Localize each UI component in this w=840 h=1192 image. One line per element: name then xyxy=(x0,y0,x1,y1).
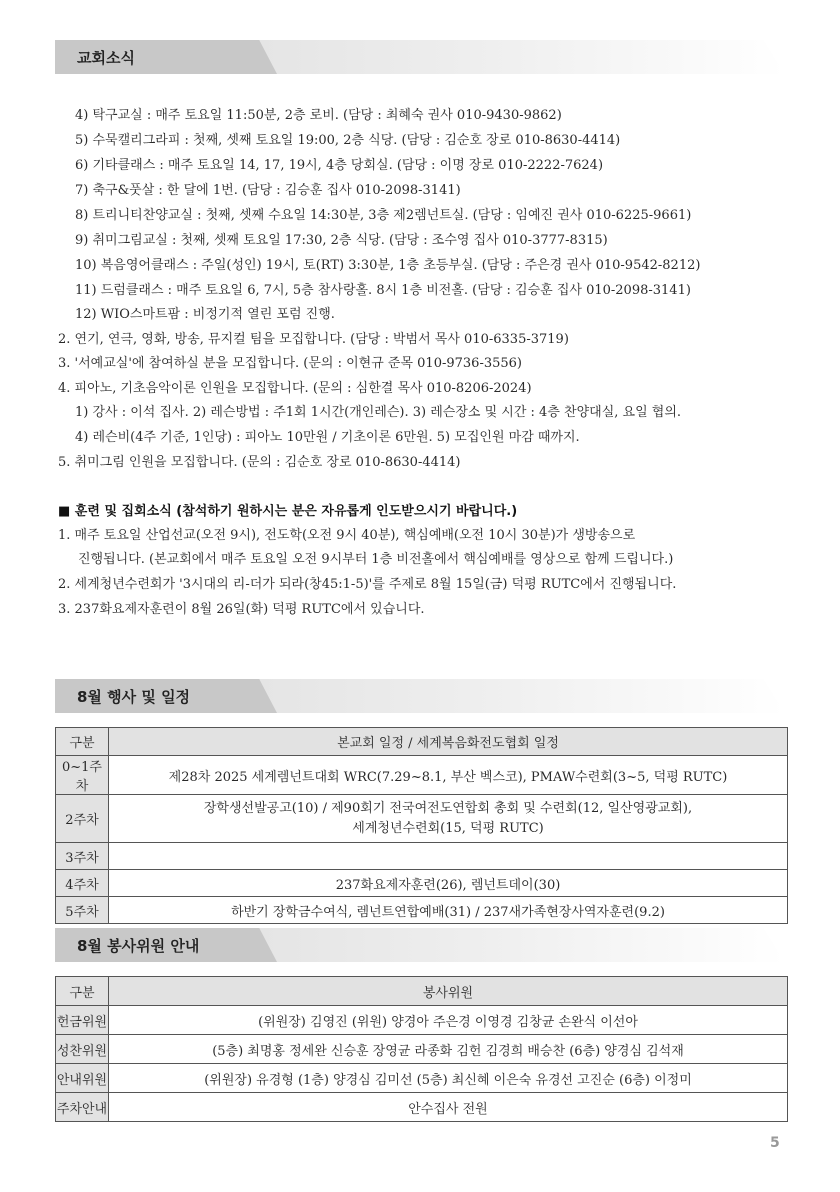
news-line: 4. 피아노, 기초음악이론 인원을 모집합니다. (문의 : 심한결 목사 010-8206-2024) xyxy=(58,381,532,396)
content-text: 하반기 장학금수여식, 렘넌트연합예배(31) / 237새가족현장사역자훈련(9.2) xyxy=(231,904,665,920)
content-text-2: 세계청년수련회(15, 덕평 RUTC) xyxy=(352,820,544,836)
table-row xyxy=(56,1006,788,1035)
section-title: 교회소식 xyxy=(77,49,135,67)
training-line: 1. 매주 토요일 산업선교(오전 9시), 전도학(오전 9시 40분), 핵심예배(오전 10시 30분)가 생방송으로 xyxy=(58,528,636,543)
news-line: 9) 취미그림교실 : 첫째, 셋째 토요일 17:30, 2층 식당. (담당 : 조수영 집사 010-3777-8315) xyxy=(75,233,608,248)
news-line: 1) 강사 : 이석 집사. 2) 레슨방법 : 주1회 1시간(개인레슨). 3) 레슨장소 및 시간 : 4층 찬양대실, 요일 협의. xyxy=(75,405,682,420)
news-line: 4) 레슨비(4주 기준, 1인당) : 피아노 10만원 / 기초이론 6만원. 5) 모집인원 마감 때까지. xyxy=(75,430,580,445)
news-line: 8) 트리니티찬양교실 : 첫째, 셋째 수요일 14:30분, 3층 제2렘넌트실. (담당 : 임예진 권사 010-6225-9661) xyxy=(75,208,692,223)
section-header-church-news xyxy=(55,40,785,74)
news-line: 6) 기타클래스 : 매주 토요일 14, 17, 19시, 4층 당회실. (담당 : 이명 장로 010-2222-7624) xyxy=(75,158,604,173)
role-cell: 안내위원 xyxy=(56,1064,109,1093)
role-cell: 헌금위원 xyxy=(56,1006,109,1035)
week-cell: 0~1주차 xyxy=(56,756,109,795)
header-cell: 구분 xyxy=(56,728,109,756)
news-line: 12) WIO스마트팜 : 비정기적 열린 포럼 진행. xyxy=(75,307,335,322)
news-line: 4) 탁구교실 : 매주 토요일 11:50분, 2층 로비. (담당 : 최혜숙 권사 010-9430-9862) xyxy=(75,108,562,123)
section-header-august-volunteers xyxy=(55,928,785,962)
members-cell: (5층) 최명홍 정세완 신승훈 장영균 라종화 김헌 김경희 배승찬 (6층) 양경심 김석재 xyxy=(109,1035,788,1064)
header-cell: 구분 xyxy=(56,977,109,1006)
header-cell: 본교회 일정 / 세계복음화전도협회 일정 xyxy=(109,728,788,756)
content-cell xyxy=(109,870,788,897)
news-line: 10) 복음영어클래스 : 주일(성인) 19시, 토(RT) 3:30분, 1층 초등부실. (담당 : 주은경 권사 010-9542-8212) xyxy=(75,258,701,273)
role-cell: 성찬위원 xyxy=(56,1035,109,1064)
section-title: 8월 봉사위원 안내 xyxy=(77,937,200,955)
training-line: 2. 세계청년수련회가 '3시대의 리-더가 되라(창45:1-5)'를 주제로 8월 15일(금) 덕평 RUTC에서 진행됩니다. xyxy=(58,577,677,592)
content-text: 장학생선발공고(10) / 제90회기 전국여전도연합회 총회 및 수련회(12, 일산영광교회), xyxy=(203,800,693,816)
table-row xyxy=(56,1093,788,1122)
table-header-row xyxy=(56,977,788,1006)
content-cell xyxy=(109,897,788,924)
content-text: 237화요제자훈련(26), 렘넌트데이(30) xyxy=(335,877,561,893)
content-text: 제28차 2025 세계렘넌트대회 WRC(7.29~8.1, 부산 벡스코), PMAW수련회(3~5, 덕평 RUTC) xyxy=(168,769,728,785)
week-cell: 3주차 xyxy=(56,843,109,870)
section-title: 8월 행사 및 일정 xyxy=(77,688,191,706)
table-row xyxy=(56,795,788,843)
training-line: 3. 237화요제자훈련이 8월 26일(화) 덕평 RUTC에서 있습니다. xyxy=(58,602,425,617)
role-cell: 주차안내 xyxy=(56,1093,109,1122)
section-header-august-events xyxy=(55,679,785,713)
content-cell xyxy=(109,756,788,795)
table-row xyxy=(56,1035,788,1064)
news-line: 5. 취미그림 인원을 모집합니다. (문의 : 김순호 장로 010-8630-4414) xyxy=(58,455,461,470)
week-cell: 5주차 xyxy=(56,897,109,924)
table-row xyxy=(56,897,788,924)
week-cell: 4주차 xyxy=(56,870,109,897)
members-cell: (위원장) 김영진 (위원) 양경아 주은경 이영경 김창균 손완식 이선아 xyxy=(109,1006,788,1035)
members-cell: (위원장) 유경형 (1층) 양경심 김미선 (5층) 최신혜 이은숙 유경선 고진순 (6층) 이정미 xyxy=(109,1064,788,1093)
table-row xyxy=(56,1064,788,1093)
table-row xyxy=(56,843,788,870)
header-cell: 봉사위원 xyxy=(109,977,788,1006)
table-row xyxy=(56,870,788,897)
events-table xyxy=(55,727,788,924)
news-line: 5) 수묵캘리그라피 : 첫째, 셋째 토요일 19:00, 2층 식당. (담당 : 김순호 장로 010-8630-4414) xyxy=(75,133,621,148)
table-row xyxy=(56,756,788,795)
content-cell xyxy=(109,843,788,870)
page-number: 5 xyxy=(770,1135,780,1151)
volunteers-table xyxy=(55,976,788,1122)
news-line: 11) 드럼클래스 : 매주 토요일 6, 7시, 5층 참사랑홀. 8시 1층 비전홀. (담당 : 김승훈 집사 010-2098-3141) xyxy=(75,283,691,298)
news-line: 3. '서예교실'에 참여하실 분을 모집합니다. (문의 : 이현규 준목 010-9736-3556) xyxy=(58,356,522,371)
week-cell: 2주차 xyxy=(56,795,109,843)
members-cell: 안수집사 전원 xyxy=(109,1093,788,1122)
training-heading: ■ 훈련 및 집회소식 (참석하기 원하시는 분은 자유롭게 인도받으시기 바랍니다.) xyxy=(58,504,518,519)
table-header-row xyxy=(56,728,788,756)
training-line: 진행됩니다. (본교회에서 매주 토요일 오전 9시부터 1층 비전홀에서 핵심예배를 영상으로 함께 드립니다.) xyxy=(78,552,674,567)
news-line: 2. 연기, 연극, 영화, 방송, 뮤지컬 팀을 모집합니다. (담당 : 박범서 목사 010-6335-3719) xyxy=(58,332,569,347)
content-cell xyxy=(109,795,788,843)
news-line: 7) 축구&풋살 : 한 달에 1번. (담당 : 김승훈 집사 010-2098-3141) xyxy=(75,183,461,198)
